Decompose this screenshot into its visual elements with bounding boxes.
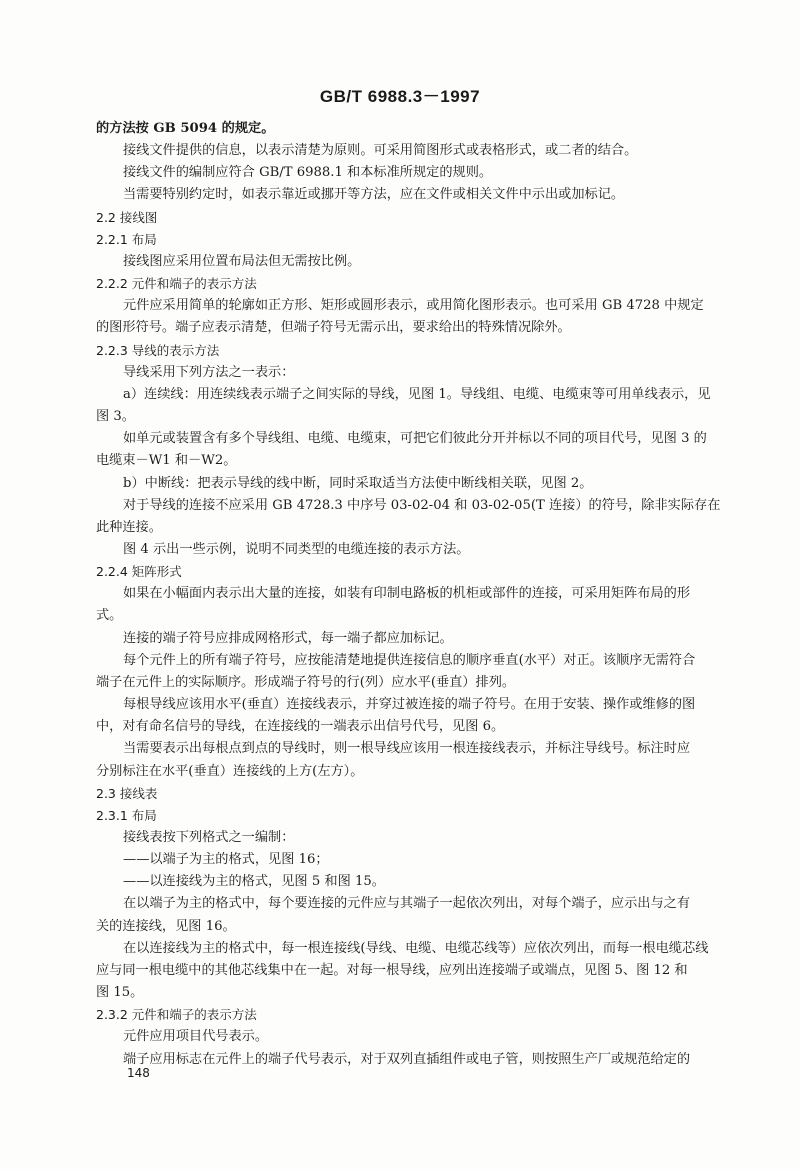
list-item: ——以端子为主的格式，见图 16； [123, 852, 329, 868]
document-body [96, 118, 736, 1071]
text-line: 接线文件提供的信息，以表示清楚为原则。可采用简图形式或表格形式，或二者的结合。 [123, 143, 638, 159]
text-line: 端子应用标志在元件上的端子代号表示，对于双列直插组件或电子管，则按照生产厂或规范给定的 [123, 1051, 691, 1067]
text-line: 如单元或装置含有多个导线组、电缆、电缆束，可把它们彼此分开并标以不同的项目代号，见图 3 的 [123, 431, 707, 447]
text-line: 当需要特别约定时，如表示靠近或挪开等方法，应在文件或相关文件中示出或加标记。 [123, 187, 625, 203]
page-number: 148 [127, 1066, 150, 1080]
text-line: 中，对有命名信号的导线，在连接线的一端表示出信号代号，见图 6。 [96, 719, 505, 735]
text-line: 接线表按下列格式之一编制： [123, 830, 295, 845]
text-line: 的图形符号。端子应表示清楚，但端子符号无需示出，要求给出的特殊情况除外。 [96, 320, 571, 336]
section-heading: 2.2.4 矩阵形式 [96, 564, 182, 580]
text-line: 接线图应采用位置布局法但无需按比例。 [123, 253, 361, 269]
text-line: 端子在元件上的实际顺序。形成端子符号的行(列）应水平(垂直）排列。 [96, 674, 516, 690]
text-line: 图 15。 [96, 985, 144, 1001]
text-line: 导线采用下列方法之一表示： [123, 364, 295, 380]
section-heading: 2.3.1 布局 [96, 807, 157, 823]
text-line: 关的连接线，见图 16。 [96, 918, 236, 934]
text-line: 每根导线应该用水平(垂直）连接线表示，并穿过被连接的端子符号。在用于安装、操作或维修的图 [123, 697, 696, 713]
text-line: 每个元件上的所有端子符号，应按能清楚地提供连接信息的顺序垂直(水平）对正。该顺序无需符合 [123, 652, 696, 668]
section-heading: 2.2.2 元件和端子的表示方法 [96, 276, 257, 292]
text-line: 应与同一根电缆中的其他芯线集中在一起。对每一根导线，应列出连接端子或端点，见图 5、图 12 和 [96, 962, 688, 978]
text-line: 的方法按 GB 5094 的规定。 [96, 121, 275, 136]
text-line: a）连续线：用连续线表示端子之间实际的导线，见图 1。导线组、电缆、电缆束等可用单线表示，见 [123, 386, 711, 402]
section-heading: 2.2.1 布局 [96, 231, 157, 247]
standard-number-header: GB/T 6988.3－1997 [319, 87, 481, 106]
text-line: 分别标注在水平(垂直）连接线的上方(左方）。 [96, 763, 364, 779]
section-heading: 2.2.3 导线的表示方法 [96, 342, 220, 358]
list-item: ——以连接线为主的格式，见图 5 和图 15。 [123, 874, 385, 890]
section-heading: 2.3 接线表 [96, 785, 158, 801]
section-heading: 2.3.2 元件和端子的表示方法 [96, 1007, 257, 1023]
text-line: 电缆束－W1 和－W2。 [96, 453, 237, 469]
text-line: 如果在小幅面内表示出大量的连接，如装有印制电路板的机柜或部件的连接，可采用矩阵布局的形 [123, 586, 691, 602]
text-line: 图 4 示出一些示例，说明不同类型的电缆连接的表示方法。 [123, 541, 470, 557]
text-line: 在以连接线为主的格式中，每一根连接线(导线、电缆、电缆芯线等）应依次列出，而每一根电缆芯线 [123, 940, 709, 956]
section-heading: 2.2 接线图 [96, 209, 158, 225]
text-line: 连接的端子符号应排成网格形式，每一端子都应加标记。 [123, 630, 453, 646]
text-line: 对于导线的连接不应采用 GB 4728.3 中序号 03-02-04 和 03-02-05(T 连接）的符号，除非实际存在 [123, 497, 721, 513]
text-line: 在以端子为主的格式中，每个要连接的元件应与其端子一起依次列出，对每个端子，应示出与之有 [123, 896, 691, 912]
text-line: 此种连接。 [96, 519, 162, 535]
text-line: 式。 [96, 608, 123, 624]
text-line: 元件应用项目代号表示。 [123, 1029, 269, 1045]
text-line: 图 3。 [96, 409, 135, 425]
text-line: 当需要表示出每根点到点的导线时，则一根导线应该用一根连接线表示，并标注导线号。标注时应 [123, 741, 691, 757]
text-line: 元件应采用简单的轮廓如正方形、矩形或圆形表示，或用简化图形表示。也可采用 GB 4728 中规定 [123, 298, 704, 314]
text-line: 接线文件的编制应符合 GB/T 6988.1 和本标准所规定的规则。 [123, 165, 493, 181]
text-line: b）中断线：把表示导线的线中断，同时采取适当方法使中断线相关联，见图 2。 [123, 475, 593, 491]
